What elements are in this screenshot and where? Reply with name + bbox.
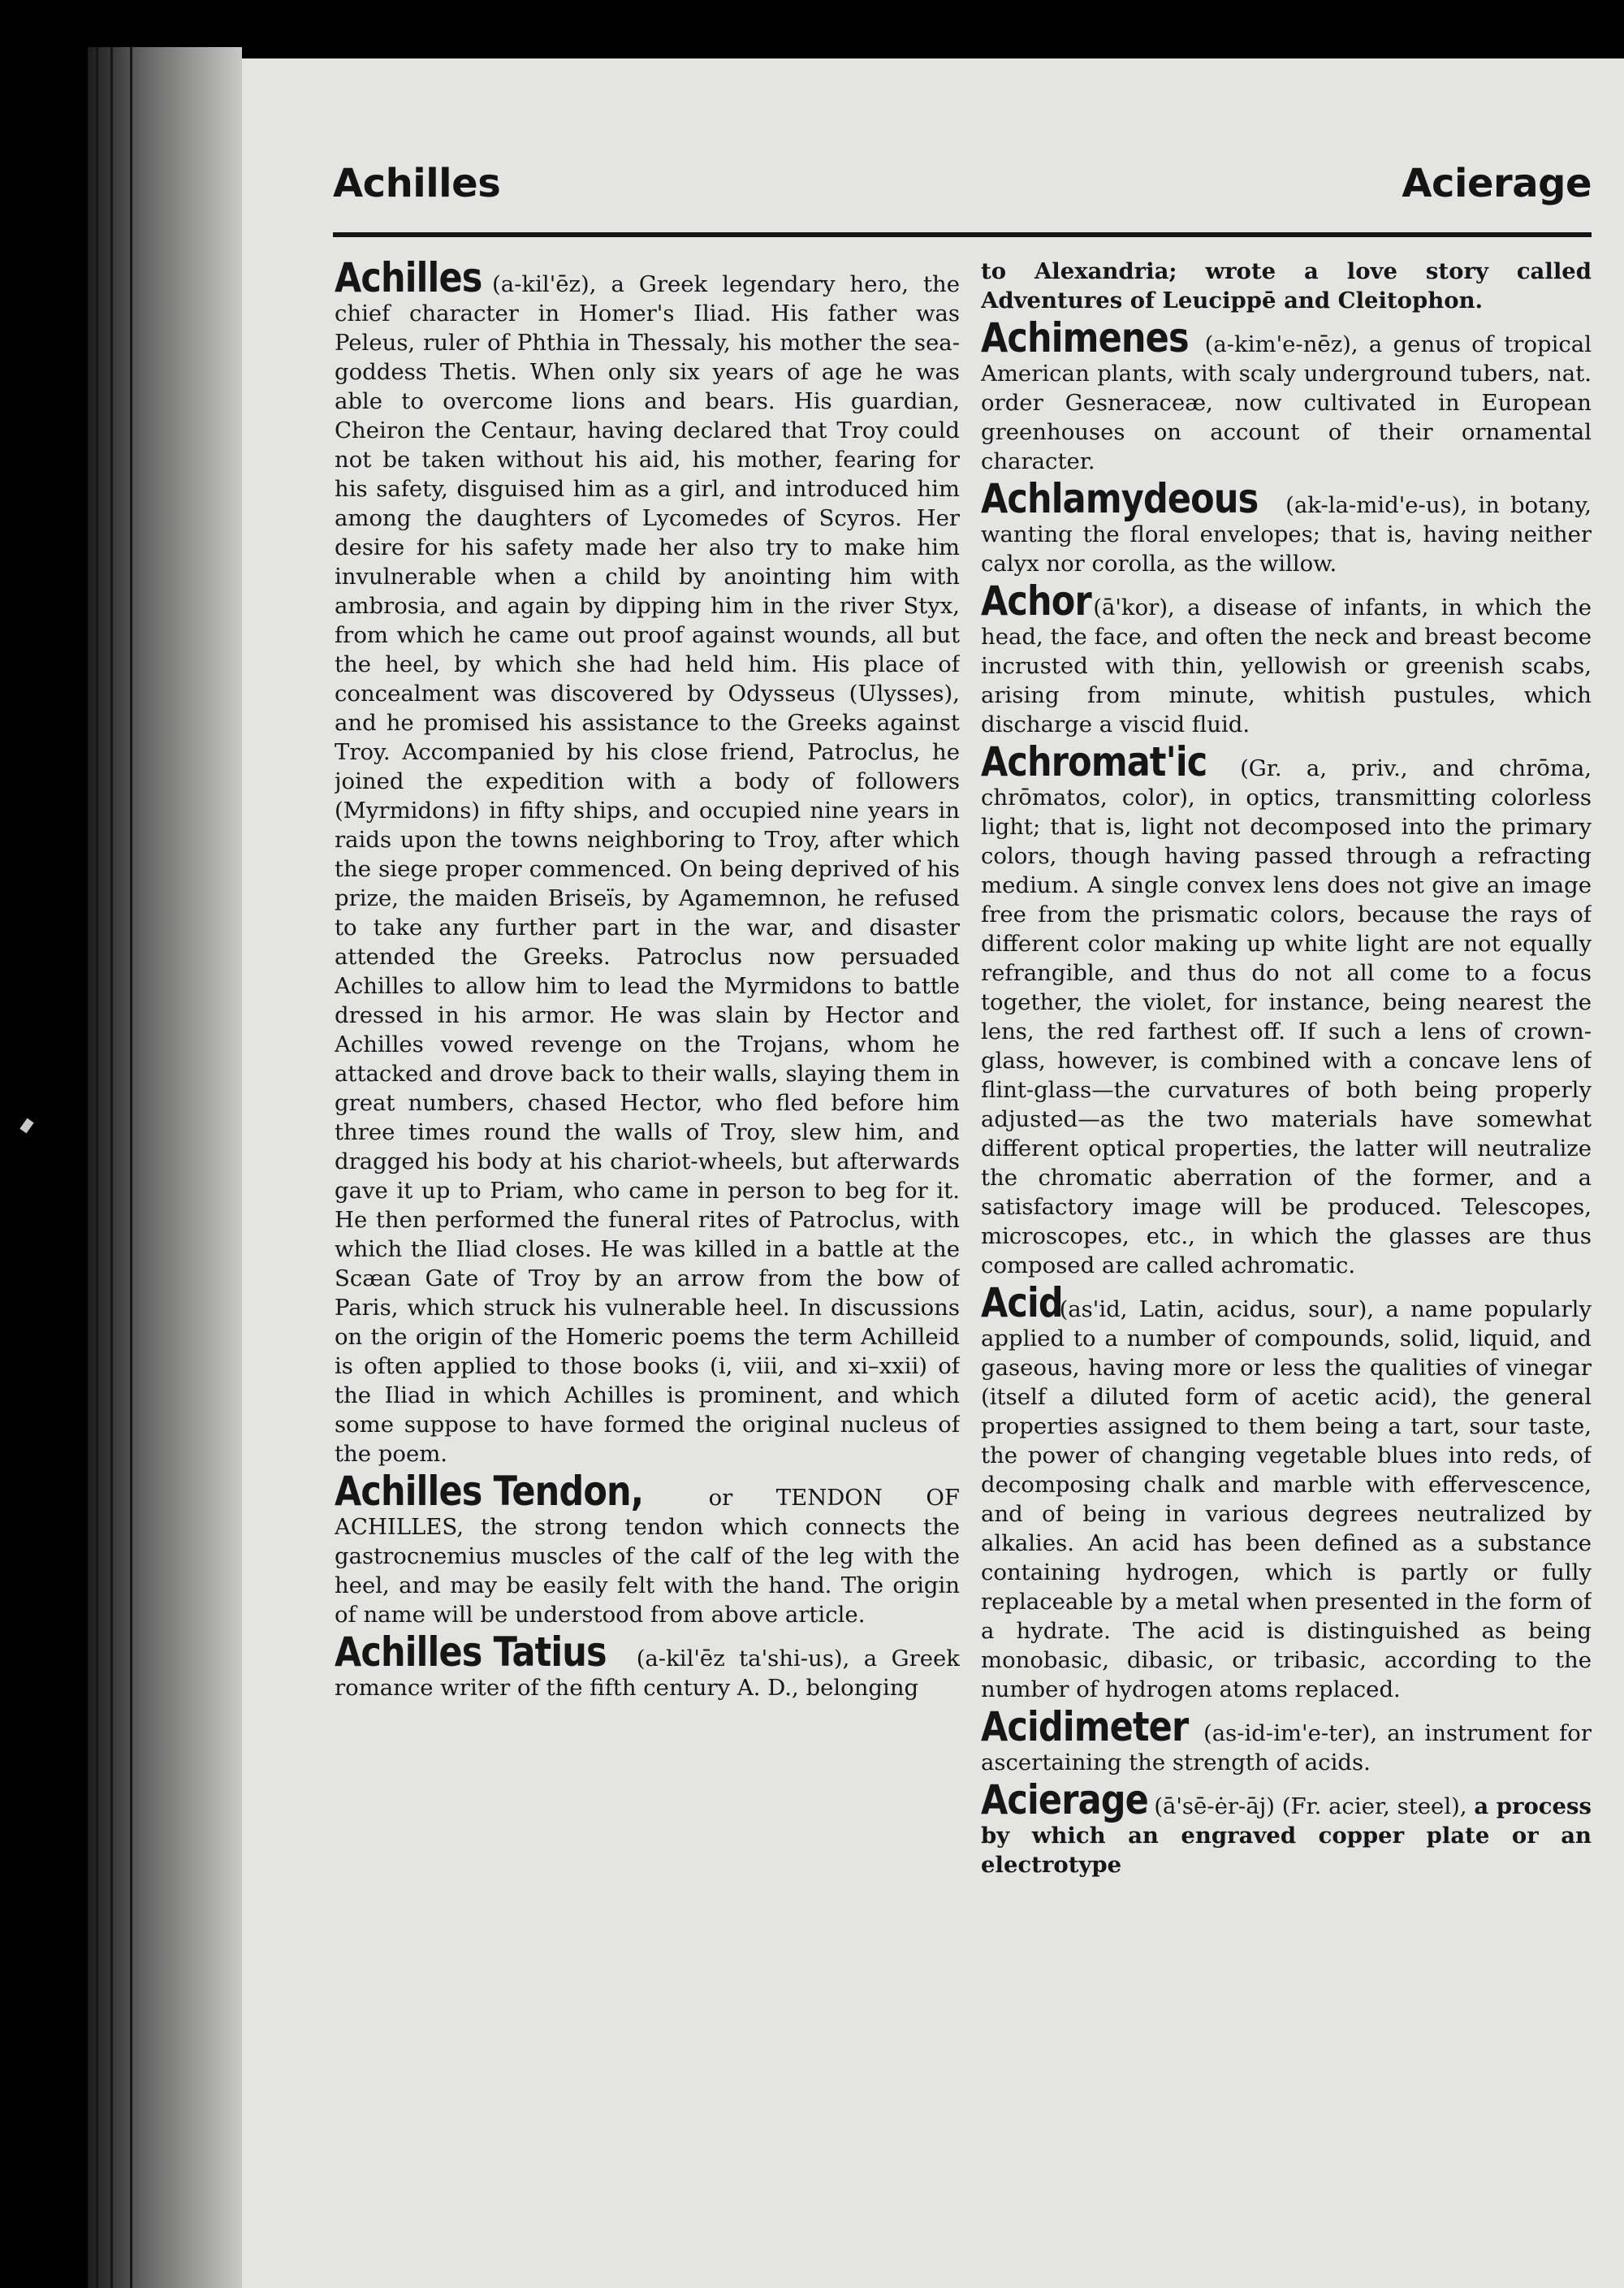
headword: Acid [981, 1279, 1063, 1326]
entry-achilles-tendon [335, 1470, 960, 1629]
definition: a Greek romance writer of the fifth century A. D., belonging [335, 1646, 960, 1701]
headword: Achilles Tatius [335, 1628, 607, 1676]
definition: a name popularly applied to a number of compounds, solid, liquid, and gaseous, having more or less the qualities of vinegar (itself a diluted form of acetic acid), the general properties assigned to them being a tart, sour taste, the power of changing vegetable blues into reds, of decomposing chalk and marble with effervescence, and of being in various degrees neutralized by alkalies. An acid has been defined as a substance containing hydrogen, which is partly or fully replaceable by a metal when presented in the form of a hydrate. The acid is distinguished as being monobasic, dibasic, or tribasic, according to the number of hydrogen atoms replaced. [981, 1296, 1592, 1702]
entry-achlamydeous [981, 475, 1592, 578]
gutter-edge [130, 47, 132, 2288]
running-head-right: Acierage [1402, 161, 1592, 206]
entry-acierage [981, 1776, 1592, 1879]
headword: Achlamydeous [981, 475, 1259, 522]
headword: Achor [981, 577, 1091, 625]
entry-achilles-tatius [335, 1628, 960, 1702]
definition: a genus of tropical American plants, with scaly underground tubers, nat. order Gesneraceæ, now cultivated in European greenhouses on account of their ornamental character. [981, 331, 1592, 474]
entry-achromatic [981, 738, 1592, 1280]
pronunciation: or TENDON OF ACHILLES, [335, 1485, 960, 1540]
header-rule [333, 232, 1592, 237]
left-column [335, 257, 960, 2263]
scan-speck [19, 1118, 33, 1134]
headword: Acidimeter [981, 1703, 1189, 1750]
headword: Acierage [981, 1776, 1148, 1823]
pronunciation: (a-kil'ēz ta'shi-us), [636, 1646, 850, 1672]
pronunciation: (a-kim'e-nēz), [1204, 331, 1358, 357]
entry-acid [981, 1279, 1592, 1704]
definition: a Greek legendary hero, the chief character in Homer's Iliad. His father was Peleus, ruler of Phthia in Thessaly, his mother the sea-goddess Thetis. When only six years of age he was able to overcome lions and bears. His guardian, Cheiron the Centaur, having declared that Troy could not be taken without his aid, his mother, fearing for his safety, disguised him as a girl, and introduced him among the daughters of Lycomedes of Scyros. Her desire for his safety made her also try to make him invulnerable when a child by anointing him with ambrosia, and again by dipping him in the river Styx, from which he came out proof against wounds, all but the heel, by which she had held him. His place of concealment was discovered by Odysseus (Ulysses), and he promised his assistance to the Greeks against Troy. Accompanied by his close friend, Patroclus, he joined the expedition with a body of followers (Myrmidons) in fifty ships, and occupied nine years in raids upon the towns neighboring to Troy, after which the siege proper commenced. On being deprived of his prize, the maiden Briseïs, by Agamemnon, he refused to take any further part in the war, and disaster attended the Greeks. Patroclus now persuaded Achilles to allow him to lead the Myrmidons to battle dressed in his armor. He was slain by Hector and Achilles vowed revenge on the Trojans, whom he attacked and drove back to their walls, slaying them in great numbers, chased Hector, who fled before him three times round the walls of Troy, slew him, and dragged his body at his chariot-wheels, but afterwards gave it up to Priam, who came in person to beg for it. He then performed the funeral rites of Patroclus, with which the Iliad closes. He was killed in a battle at the Scæan Gate of Troy by an arrow from the bow of Paris, which struck his vulnerable heel. In discussions on the origin of the Homeric poems the term Achilleid is often applied to those books (i, viii, and xi–xxii) of the Iliad in which Achilles is prominent, and which some suppose to have formed the original nucleus of the poem. [335, 271, 960, 1467]
pronunciation: (ā'kor), [1093, 595, 1175, 621]
pronunciation: (ā'sē-ėr-āj) (Fr. acier, steel), [1154, 1793, 1467, 1819]
gutter-edge [110, 47, 113, 2288]
right-column [981, 257, 1592, 2263]
headword: Achilles [335, 257, 482, 301]
definition: an instrument for ascertaining the strength of acids. [981, 1720, 1592, 1775]
entry-acidimeter [981, 1703, 1592, 1777]
running-head-left: Achilles [333, 161, 501, 206]
gutter-edge [96, 47, 98, 2288]
entry-achimenes [981, 314, 1592, 476]
entry-continuation [981, 257, 1592, 315]
definition: to Alexandria; wrote a love story called Adventures of Leucippē and Cleitophon. [981, 258, 1592, 314]
definition: in botany, wanting the floral envelopes; that is, having neither calyx nor corolla, as the willow. [981, 492, 1592, 577]
definition: a process by which an engraved copper plate or an electrotype [981, 1793, 1592, 1878]
pronunciation: (Gr. a, priv., and chrōma, chrōmatos, [981, 755, 1592, 811]
headword: Achimenes [981, 314, 1189, 361]
headword: Achromat'ic [981, 738, 1207, 785]
entry-achor [981, 577, 1592, 739]
pronunciation: (as-id-im'e-ter), [1203, 1720, 1378, 1746]
headword: Achilles Tendon, [335, 1468, 644, 1515]
definition: color), in optics, transmitting colorless light; that is, light not decomposed into the primary colors, though having passed through a refracting medium. A single convex lens does not give an image free from the prismatic colors, because the rays of different color making up white light are not equally refrangible, and thus do not all come to a focus together, the violet, for instance, being nearest the lens, the red farthest off. If such a lens of crown-glass, however, is combined with a concave lens of flint-glass—the curvatures of both being properly adjusted—as the two materials have somewhat different optical properties, the latter will neutralize the chromatic aberration of the former, and a satisfactory image will be produced. Telescopes, microscopes, etc., in which the glasses are thus composed are called achromatic. [981, 785, 1592, 1278]
pronunciation: (a-kil'ēz), [492, 271, 597, 297]
definition: the strong tendon which connects the gastrocnemius muscles of the calf of the leg with the heel, and may be easily felt with the hand. The origin of name will be understood from above article. [335, 1514, 960, 1628]
pronunciation: (as'id, Latin, acidus, sour), [1059, 1296, 1375, 1322]
definition: a disease of infants, in which the head, the face, and often the neck and breast become incrusted with thin, yellowish or greenish scabs, arising from minute, whitish pustules, which discharge a viscid fluid. [981, 595, 1592, 737]
pronunciation: (ak-la-mid'e-us), [1285, 492, 1468, 518]
entry-achilles [335, 257, 960, 1468]
